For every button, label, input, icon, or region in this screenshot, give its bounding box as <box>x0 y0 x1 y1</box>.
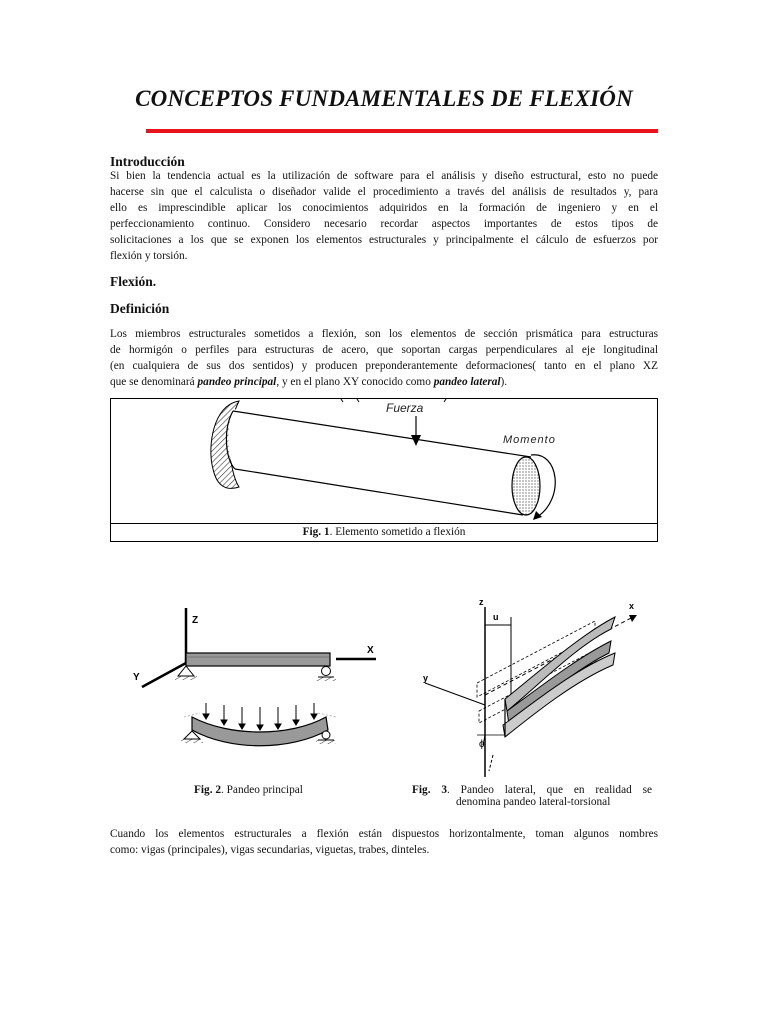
distributed-load <box>203 703 317 730</box>
figure-1-caption <box>111 523 657 541</box>
intro-heading: Introducción <box>110 154 185 169</box>
axis-x-label: x <box>629 601 635 611</box>
beam-straight <box>186 653 330 666</box>
fig2-caption-number: Fig. 2 <box>194 784 221 796</box>
definicion-line: Los miembros estructurales sometidos a flexión, son los elementos de sección prismática para estructuras <box>110 328 658 340</box>
u-label: u <box>493 612 499 622</box>
beam-end-face <box>512 457 540 515</box>
fig1-caption-text: . Elemento sometido a flexión <box>329 526 466 538</box>
flexion-heading: Flexión. <box>110 274 157 289</box>
axis-z-label: Z <box>192 615 199 626</box>
fig3-caption-line <box>412 784 652 796</box>
intro-line: perfeccionamiento continuo. Considero necesario recordar aspectos importantes de estos tipos de <box>110 218 658 231</box>
fig3-caption-number: Fig. 3 <box>412 784 448 796</box>
definicion-text: ). <box>500 376 508 389</box>
fig1-caption-number: Fig. 1 <box>302 526 330 538</box>
intro-line: ello es imprescindible aplicar los conocimientos adquiridos en la formación de ingeniero y en el <box>110 202 658 215</box>
figure-3-caption <box>412 784 652 808</box>
figure-3-illustration <box>415 595 655 780</box>
axis-z-label: z <box>479 597 484 607</box>
fuerza-label: Fuerza <box>386 401 424 415</box>
closing-line: como: vigas (principales), vigas secundarias, viguetas, trabes, dinteles. <box>110 844 430 857</box>
intro-line: Si bien la tendencia actual es la utilización de software para el análisis y diseño estructural, esto no puede <box>110 170 658 182</box>
title-underline <box>146 129 658 133</box>
definicion-line: (en cualquiera de sus dos sentidos) y producen preponderantemente deformaciones( tanto en el plano XZ <box>110 360 658 373</box>
definicion-heading: Definición <box>110 301 170 316</box>
figure-1-illustration <box>111 399 657 525</box>
figure-2-caption <box>194 784 303 796</box>
fig3-caption-text: . Pandeo lateral, que en realidad se <box>447 784 652 796</box>
momento-label: Momento <box>503 434 556 446</box>
closing-line: Cuando los elementos estructurales a flexión están dispuestos horizontalmente, toman algunos nombres <box>110 828 658 840</box>
beam-body <box>228 409 531 515</box>
figure-1-frame <box>110 398 658 542</box>
fig2-caption-text: . Pandeo principal <box>221 784 303 796</box>
axis-y-label: y <box>423 673 429 683</box>
intro-line: solicitaciones a los que se exponen los elementos estructurales y principalmente el cálculo de esfuerzos por <box>110 234 658 247</box>
definicion-text: que se denominará <box>110 376 198 389</box>
definicion-paragraph <box>110 326 658 390</box>
phi-label: ϕ <box>479 739 485 750</box>
intro-line: flexión y torsión. <box>110 250 188 263</box>
term-pandeo-lateral: pandeo lateral <box>433 376 501 389</box>
intro-line: hacerse sin que el calculista o diseñador valide el procedimiento a través del análisis de resultados y, para <box>110 186 658 199</box>
intro-paragraph <box>110 168 658 265</box>
axis-y-label: Y <box>133 672 140 683</box>
definicion-line <box>110 374 658 390</box>
definicion-text: , y en el plano XY conocido como <box>276 376 434 389</box>
fig3-caption-line-2: denomina pandeo lateral-torsional <box>456 796 611 808</box>
term-pandeo-principal: pandeo principal <box>197 376 277 389</box>
figure-2-illustration <box>120 605 380 755</box>
closing-paragraph <box>110 826 658 858</box>
axis-x-label: X <box>367 645 374 656</box>
page-title: CONCEPTOS FUNDAMENTALES DE FLEXIÓN <box>135 86 633 111</box>
definicion-line: de hormigón o perfiles para estructuras de acero, que soportan cargas perpendiculares al eje longitudinal <box>110 344 658 357</box>
